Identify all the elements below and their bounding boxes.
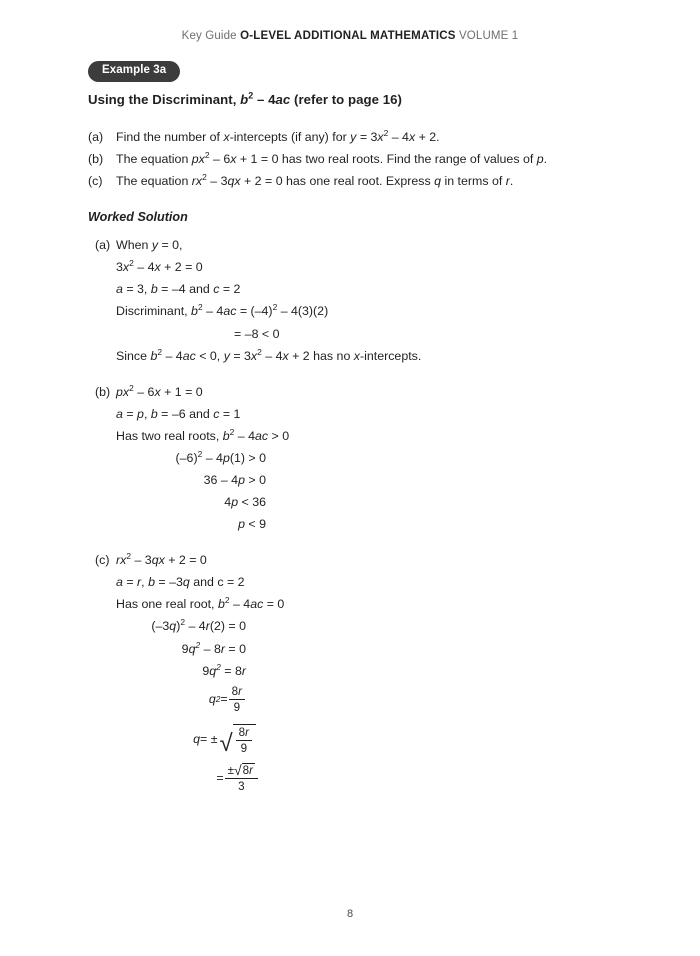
- sb2-b: b: [150, 406, 158, 421]
- sc4-v: q: [169, 619, 177, 634]
- sc7-eq: =: [220, 692, 228, 707]
- qc-p3: + 2 = 0 has one real root. Express: [240, 174, 435, 189]
- qb-sup: 2: [204, 149, 210, 160]
- sb5-tail: > 0: [244, 473, 266, 488]
- sa2-v2: x: [154, 260, 161, 275]
- qb-v2: x: [230, 152, 237, 167]
- sb5-lead: 36 – 4: [203, 473, 239, 488]
- sa1-v: y: [151, 238, 159, 253]
- sc1-tail: + 2 = 0: [164, 553, 207, 568]
- sa4-sup2: 2: [272, 302, 278, 313]
- sc6-v: q: [209, 663, 217, 678]
- sc9-num-b: r: [249, 763, 253, 777]
- sc2-a: a: [116, 575, 123, 590]
- sb4-lead: (–6): [175, 450, 198, 465]
- sa3-bval: = –4 and: [157, 282, 214, 297]
- sol-c-line9: [116, 763, 259, 793]
- sa6-lead: Since: [116, 348, 151, 363]
- sol-b-line3: [116, 425, 628, 447]
- question-text-b: [116, 148, 628, 170]
- sc4-lead: (–3: [151, 619, 170, 634]
- sol-a-line6: [116, 345, 628, 367]
- sc3-tail: = 0: [263, 597, 285, 612]
- sc3-b: b: [217, 597, 225, 612]
- sol-a-line1: [116, 234, 628, 256]
- sb2-avar: p: [137, 406, 144, 421]
- sa6-mid: – 4: [162, 348, 183, 363]
- sb3-b: b: [222, 428, 230, 443]
- radical-body: [233, 724, 256, 755]
- sc5-v: q: [188, 641, 196, 656]
- question-list: [88, 126, 628, 192]
- sc1-v2: qx: [151, 553, 165, 568]
- sol-a-line2: [116, 256, 628, 278]
- sol-b-line7: [116, 513, 266, 535]
- sa4-lead: Discriminant,: [116, 304, 192, 319]
- solution-body-a: [116, 234, 628, 366]
- fraction-inside-radical: [236, 726, 252, 755]
- solution-block-c: [88, 549, 628, 792]
- sa6-x2: x: [282, 348, 289, 363]
- solution-label-a: (a): [95, 238, 111, 253]
- sc8-eq: = ±: [200, 732, 218, 747]
- sa2-v: x: [122, 260, 130, 275]
- sc4-v2: r: [205, 619, 210, 634]
- sc7-v: q: [208, 692, 216, 707]
- sb3-mid: – 4: [234, 428, 256, 443]
- question-label-b: (b): [88, 152, 104, 167]
- sc4-sup: 2: [180, 617, 186, 628]
- qc-v4: r: [505, 174, 510, 189]
- topic-title-lead: Using the Discriminant,: [88, 92, 241, 107]
- sol-c-line3: [116, 593, 628, 615]
- fraction-numerator: [225, 763, 258, 779]
- qb-v1: px: [191, 152, 205, 167]
- sa6-t1: < 0,: [195, 348, 224, 363]
- sc5-sup: 2: [195, 639, 201, 650]
- sol-b-line1: [116, 381, 628, 403]
- sb1-tail: + 1 = 0: [160, 384, 203, 399]
- sa4-ac: ac: [223, 304, 237, 319]
- fraction-8r-over-9: [229, 685, 245, 714]
- qc-v2: qx: [227, 174, 241, 189]
- qa-p3: = 3: [356, 130, 378, 144]
- sa3-cval: = 2: [219, 282, 241, 297]
- sc2-avar: r: [137, 575, 142, 590]
- sb5-v: p: [238, 473, 245, 488]
- sol-c-line5: [116, 638, 246, 660]
- sc5-lead: 9: [181, 641, 189, 656]
- sc3-lead: Has one real root,: [116, 597, 218, 612]
- sb2-c: c: [213, 406, 220, 421]
- sc6-v2: r: [241, 663, 246, 678]
- plus-minus-icon: ±: [227, 763, 234, 777]
- question-label-c: (c): [88, 174, 103, 189]
- qa-p4: – 4: [388, 130, 409, 144]
- sb6-v: p: [231, 495, 239, 510]
- sa6-sup2: 2: [257, 346, 262, 357]
- sc6-sup: 2: [216, 661, 221, 672]
- sa3-c: c: [213, 282, 220, 297]
- sol-a-line4: [116, 300, 628, 322]
- sol-c-line1: [116, 549, 628, 571]
- fraction-denominator: 9: [240, 741, 248, 755]
- question-item-c: [88, 170, 628, 192]
- sb1-mid: – 6: [133, 384, 155, 399]
- qa-p1: Find the number of: [116, 130, 224, 144]
- sb7-v: p: [238, 517, 245, 532]
- fraction-numerator: [236, 726, 252, 741]
- sc6-lead: 9: [202, 663, 210, 678]
- qa-x2: x: [377, 130, 384, 144]
- sc1-sup: 2: [126, 551, 132, 562]
- sb2-a: a: [116, 406, 123, 421]
- sb1-sup: 2: [129, 382, 134, 393]
- sol-c-line4: [116, 615, 246, 637]
- sb4-v: p: [222, 450, 230, 465]
- question-item-a: [88, 126, 628, 148]
- header-suffix: VOLUME 1: [458, 30, 519, 42]
- fraction-pm-sqrt8r-over-3: [225, 763, 258, 793]
- topic-title-sup: 2: [248, 90, 254, 101]
- topic-title-tail: (refer to page 16): [290, 92, 402, 107]
- sc1-v: rx: [116, 553, 127, 568]
- qb-p4: .: [543, 152, 548, 167]
- question-text-a: [116, 126, 628, 148]
- qa-x3: x: [408, 130, 416, 144]
- sa6-b: b: [150, 348, 158, 363]
- solution-block-a: [88, 234, 628, 366]
- sol-a-line3: [116, 278, 628, 300]
- radical-sign-icon: √: [219, 730, 233, 758]
- example-badge: Example 3a: [88, 61, 180, 82]
- topic-title-minus: – 4: [253, 92, 276, 107]
- fraction-numerator: [229, 685, 245, 700]
- sb2-bval: = –6 and: [157, 406, 214, 421]
- qc-p1: The equation: [116, 174, 192, 189]
- sol-a-line5: = –8 < 0: [234, 326, 280, 341]
- sol-c-line8: [116, 724, 256, 758]
- sc9-num-a: 8: [242, 763, 250, 777]
- sa2-lead: 3: [116, 260, 123, 275]
- sol-b-line6: [116, 491, 266, 513]
- sc9-eq: =: [216, 770, 224, 785]
- qa-y: y: [350, 130, 357, 144]
- qc-v1: rx: [191, 174, 203, 189]
- radical-8r: [234, 763, 255, 777]
- qb-p3: + 1 = 0 has two real roots. Find the range of values of: [236, 152, 537, 167]
- sa6-sup: 2: [157, 346, 163, 357]
- solution-body-b: [116, 381, 628, 536]
- sc7-num-a: 8: [231, 684, 239, 698]
- header-title: O-LEVEL ADDITIONAL MATHEMATICS: [240, 30, 456, 42]
- sa6-x3: x: [353, 348, 360, 363]
- sa4-sup: 2: [197, 302, 203, 313]
- sb2-aval: =: [122, 406, 138, 421]
- sa3-b: b: [150, 282, 158, 297]
- sb1-v: px: [116, 384, 130, 399]
- qc-v3: q: [434, 174, 442, 189]
- sc5-tail: = 0: [224, 641, 246, 656]
- qa-x1: x: [223, 130, 230, 144]
- sa1-lead: When: [116, 238, 152, 253]
- topic-title: [88, 92, 628, 107]
- radical-sign-icon: √: [233, 762, 242, 779]
- topic-title-ac: ac: [275, 92, 291, 107]
- sb3-ac: ac: [255, 428, 269, 443]
- sa6-ac: ac: [182, 348, 196, 363]
- sa4-tail: = (–4): [236, 304, 273, 319]
- qc-sup: 2: [202, 172, 207, 183]
- qc-p5: .: [509, 174, 514, 189]
- sc8-v: q: [193, 732, 201, 747]
- page-content: [88, 92, 628, 797]
- sc8-num-a: 8: [238, 725, 246, 739]
- sb1-v2: x: [154, 384, 161, 399]
- question-text-c: [116, 170, 628, 192]
- sb6-tail: < 36: [238, 495, 266, 510]
- sc5-mid: – 8: [200, 641, 221, 656]
- sc2-aval: =: [122, 575, 138, 590]
- sc6-tail: = 8: [220, 663, 242, 678]
- qc-p2: – 3: [206, 174, 228, 189]
- sb6-lead: 4: [224, 495, 232, 510]
- sb2-cval: = 1: [219, 406, 241, 421]
- running-header: [0, 30, 700, 42]
- sa4-b: b: [191, 304, 198, 319]
- qb-v3: p: [536, 152, 544, 167]
- sc2-cval: and c = 2: [189, 575, 245, 590]
- sol-b-line5: [116, 469, 266, 491]
- sc3-sup: 2: [224, 595, 230, 606]
- sc4-t1: ): [176, 619, 181, 634]
- sc4-mid: – 4: [185, 619, 206, 634]
- radical-body: [242, 763, 255, 777]
- sa2-sup: 2: [129, 258, 134, 269]
- sol-c-line7: q 2 = $\frac{8r}{9}$: [116, 685, 246, 714]
- sol-c-line2: [116, 571, 628, 593]
- sb7-tail: < 9: [244, 517, 266, 532]
- sc8-num-b: r: [245, 725, 249, 739]
- sb4-tail: (1) > 0: [229, 450, 266, 465]
- topic-title-b: b: [240, 92, 249, 107]
- sa6-t3: – 4: [261, 348, 283, 363]
- fraction-denominator: 3: [238, 779, 245, 793]
- sb3-tail: > 0: [268, 428, 290, 443]
- sa2-tail: + 2 = 0: [160, 260, 203, 275]
- sol-b-line4: [116, 447, 266, 469]
- sc7-num-b: r: [238, 684, 242, 698]
- sb3-sup: 2: [229, 426, 235, 437]
- sc2-bval: = –3: [154, 575, 183, 590]
- sa3-aval: = 3,: [122, 282, 151, 297]
- sa3-a: a: [116, 282, 123, 297]
- header-prefix: Key Guide: [181, 30, 237, 42]
- sa1-tail: = 0,: [158, 238, 183, 253]
- sa6-t2: = 3: [229, 348, 251, 363]
- sc4-tail: (2) = 0: [209, 619, 246, 634]
- sc3-ac: ac: [250, 597, 264, 612]
- worked-solution-heading: Worked Solution: [88, 210, 188, 225]
- qa-p2: -intercepts (if any) for: [229, 130, 351, 144]
- sb3-lead: Has two real roots,: [116, 428, 223, 443]
- sc5-v2: r: [220, 641, 225, 656]
- fraction-denominator: 9: [233, 700, 241, 714]
- sb2-sep: ,: [143, 406, 151, 421]
- sa4-tail2: – 4(3)(2): [277, 304, 329, 319]
- qb-p1: The equation: [116, 152, 192, 167]
- solution-label-b: (b): [95, 384, 111, 399]
- solution-block-b: [88, 381, 628, 536]
- sa6-y: y: [223, 348, 230, 363]
- qa-p5: + 2.: [415, 130, 440, 144]
- page-number: 8: [346, 908, 354, 920]
- radical-8r-over-9: [219, 724, 257, 758]
- qa-sup: 2: [383, 127, 389, 138]
- solution-body-c: [116, 549, 628, 792]
- sb4-sup: 2: [197, 448, 203, 459]
- solution-label-c: (c): [95, 553, 110, 568]
- qc-p4: in terms of: [441, 174, 506, 189]
- sc2-bvar: q: [182, 575, 190, 590]
- question-label-a: (a): [88, 130, 104, 144]
- sol-c-line6: [116, 660, 246, 682]
- qb-p2: – 6: [209, 152, 231, 167]
- sc1-mid: – 3: [131, 553, 152, 568]
- question-item-b: [88, 148, 628, 170]
- sa6-t5: -intercepts.: [360, 348, 422, 363]
- sol-b-line2: [116, 403, 628, 425]
- sc2-sep: ,: [141, 575, 149, 590]
- sa6-t4: + 2 has no: [288, 348, 354, 363]
- sc3-mid: – 4: [229, 597, 251, 612]
- sb4-mid: – 4: [202, 450, 223, 465]
- sc2-b: b: [148, 575, 155, 590]
- sa6-x1: x: [250, 348, 258, 363]
- sa4-mid: – 4: [202, 304, 224, 319]
- sa2-mid: – 4: [133, 260, 155, 275]
